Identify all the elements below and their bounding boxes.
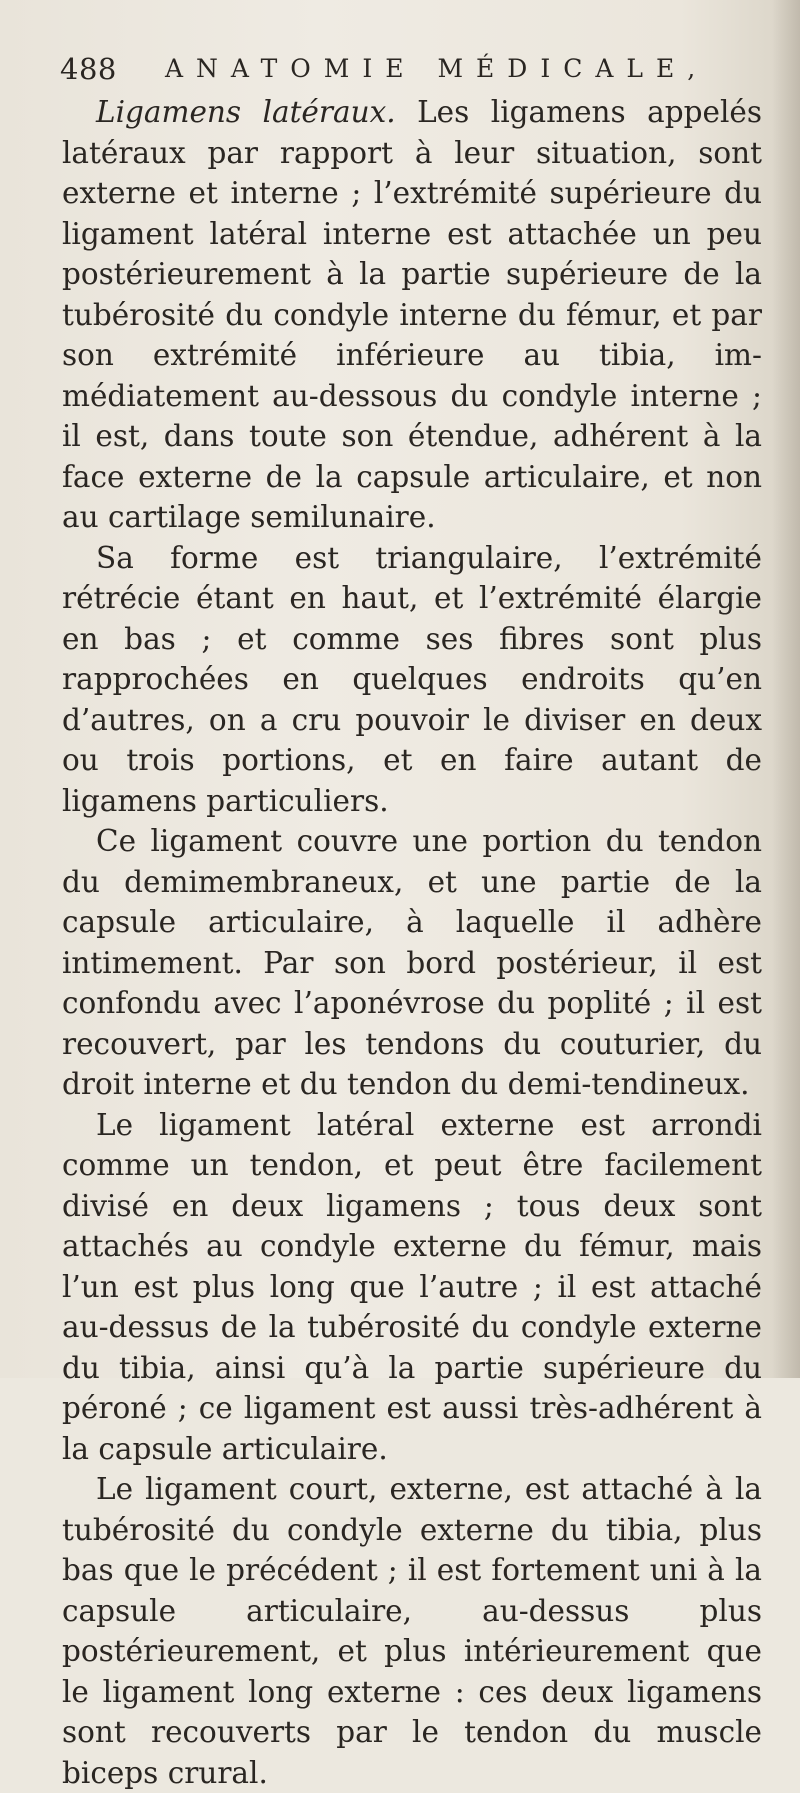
body-text <box>62 92 762 1793</box>
paragraph-text: Le ligament court, externe, est attaché à la tubérosité du condyle externe du tibia, plus bas que le précédent ; il est fortement uni à la capsule articulaire, au-dessus plus postérieurement, et plus intérieurement que le ligament long externe : ces deux ligamens sont recouverts par le tendon du muscle biceps crural. <box>62 1472 762 1790</box>
paragraph-5 <box>62 1469 762 1793</box>
paragraph-text: Les ligamens appelés latéraux par rapport à leur situation, sont externe et interne ; l’extrémité supérieure du ligament latéral interne est attachée un peu postérieurement à la partie supérieure de la tubérosité du condyle interne du fémur, et par son extrémité inférieure au tibia, immédiatement au-dessous du condyle interne ; il est, dans toute son étendue, adhérent à la face externe de la capsule articulaire, et non au cartilage semilunaire. <box>62 95 762 534</box>
section-heading: Ligamens latéraux. <box>96 95 396 129</box>
paragraph-3 <box>62 821 762 1105</box>
paragraph-text: Sa forme est triangulaire, l’extrémité rétrécie étant en haut, et l’extrémité élargie en bas ; et comme ses fibres sont plus rapprochées en quelques endroits qu’en d’autres, on a cru pouvoir le diviser en deux ou trois portions, et en faire autant de ligamens particuliers. <box>62 540 762 818</box>
page-edge-shadow <box>772 0 800 1378</box>
running-head: ANATOMIE MÉDICALE, <box>165 54 709 83</box>
paragraph-1 <box>62 92 762 538</box>
paragraph-text: Le ligament latéral externe est arrondi comme un tendon, et peut être facilement divisé en deux ligamens ; tous deux sont attachés au condyle externe du fémur, mais l’un est plus long que l’autre ; il est attaché au-dessus de la tubérosité du condyle externe du tibia, ainsi qu’à la partie supérieure du péroné ; ce ligament est aussi très-adhérent à la capsule articulaire. <box>62 1107 762 1466</box>
paragraph-4 <box>62 1105 762 1470</box>
paragraph-2 <box>62 538 762 822</box>
paragraph-text: Ce ligament couvre une portion du tendon du demimembraneux, et une partie de la capsule articulaire, à laquelle il adhère intimement. Par son bord postérieur, il est confondu avec l’aponévrose du poplité ; il est recouvert, par les tendons du couturier, du droit interne et du tendon du demi-tendineux. <box>62 824 762 1101</box>
page-header <box>60 52 760 92</box>
page-number: 488 <box>60 52 117 86</box>
